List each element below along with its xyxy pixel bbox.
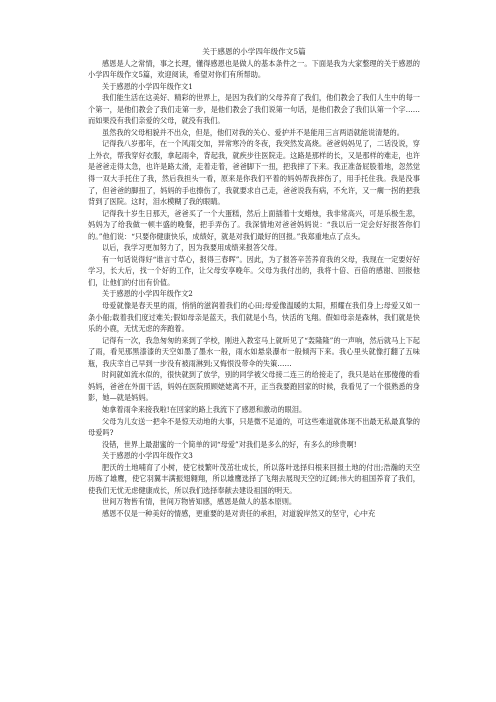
document-title: 关于感恩的小学四年级作文5篇 — [202, 47, 306, 56]
body-paragraph: 时间就如流水似的，很快就到了放学，别的同学被父母接二连三的给接走了，我只是站在那傻傻的看妈妈，爸爸在外面干活，妈妈在医院照顾姥姥离不开，正当我要跑回家的时候，我看见了一个很熟悉的身影，她—就是妈妈。 — [88, 370, 420, 403]
body-paragraph: 没错，世界上最甜蜜的一个简单的词“母爱”对我们是多么的好，有多么的珍贵啊! — [102, 439, 357, 449]
body-paragraph: 虽然我的父母相貌并不出众，但是，他们对我的关心、爱护并不是能用三言两语就能说清楚的。 — [102, 127, 404, 137]
body-paragraph: 感恩不仅是一种美好的情感，更重要的是对责任的承担，对道貌岸然又的坚守，心中充 — [102, 508, 376, 518]
body-paragraph: 有一句话说得好“谁言寸草心，报得三春晖”。因此，为了报答辛苦养育我的父母，我现在一定要好好学习，长大后，找一个好的工作，让父母安享晚年。父母为我付出的，我将十倍、百倍的感谢、回报他们，让他们的付出有价值。 — [88, 254, 420, 287]
section-heading-2: 关于感恩的小学四年级作文2 — [102, 289, 193, 299]
body-paragraph: 父母为儿女送一把伞不是惊天动地的大事，只是微不足道的，可这些难道就体现不出最无私最真挚的母爱吗? — [88, 416, 420, 438]
body-paragraph: 记得我十岁生日那天，爸爸买了一个大蛋糕，然后上面插着十支蜡烛，我非常高兴，可是乐极生悲，妈妈为了给我做一顿丰盛的晚餐，把手弄伤了。我深情地对爸爸妈妈说：“我以后一定会好好报答你们的。”他们说：“只要你健康快乐，成绩好，就是对我们最好的回报。”我郑重地点了点头。 — [88, 208, 420, 241]
body-paragraph: 母爱就像是春天里的雨，悄悄的滋润着我们的心田;母爱像温暖的太阳，照耀在我们身上;母爱又如一条小船;载着我们度过难关;假如母亲是蓝天，我们就是小鸟，快活的飞翔。假如母亲是森林，我们就是快乐的小鹿，无忧无虑的奔跑着。 — [88, 301, 420, 334]
section-heading-3: 关于感恩的小学四年级作文3 — [102, 451, 193, 461]
section-heading-1: 关于感恩的小学四年级作文1 — [102, 81, 193, 91]
body-paragraph: 世间万物皆有情，世间万物皆知感，感恩是做人的基本原则。 — [102, 497, 297, 507]
body-paragraph: 记得有一次，我急匆匆的来到了学校，刚进入教室马上就听见了“轰隆隆”的一声响，然后就马上下起了雨，看见那黑漆漆的天空如墨了墨水一般，雨水如悬泉瀑布一般倾泻下来。我心里头就像打翻了五味瓶，我庆幸自己早到一步没有被雨淋到;又悔恨没带伞的失策…… — [88, 335, 420, 368]
intro-paragraph: 感恩是人之常情，事之长理，懂得感恩也是做人的基本条件之一。下面是我为大家整理的关于感恩的小学四年级作文5篇，欢迎阅读，希望对你们有所帮助。 — [88, 58, 420, 80]
body-paragraph: 以后，我学习更加努力了，因为我要用成绩来报答父母。 — [102, 243, 282, 253]
body-paragraph: 记得我八岁那年，在一个风雨交加，异常寒冷的冬夜，我突然发高烧。爸爸妈妈见了，二话没说，穿上外衣，帮我穿好衣服，拿起雨伞，背起我，就疾步往医院走。这路是那样的长，又是那样的难走，也许是爸爸走得太急，也许是路太滑，走着走着，爸爸脚下一扭，把我摔了下来。我正准备屁股着地，忽然觉得一双大手托住了我，然后我担头一看，原来是你我们平着的妈妈帮我摔伤了，用手托住我。我是没事了，但爸爸的脚扭了，妈妈的手也擦伤了，我就要求自己走，爸爸说我有病，不允许，又一瘸一拐的把我背到了医院。这时，泪水模糊了我的眼睛。 — [88, 139, 420, 207]
body-paragraph: 她拿着雨伞来接我啦!在回家的路上我流下了感恩和激动的眼泪。 — [102, 404, 307, 414]
body-paragraph: 我们能生活在这美好、精彩的世界上，是因为我们的父母养育了我们，他们教会了我们人生中的每一个第一，是他们教会了我们走第一步，是他们教会了我们说第一句话，是他们教会了我们认第一个字……而如果没有我们亲爱的父母，就没有我们。 — [88, 93, 420, 126]
body-paragraph: 肥沃的土地哺育了小树，使它枝繁叶茂茁壮成长，所以落叶选择归根来回报土地的付出;浩瀚的天空历练了雄鹰，使它羽翼丰满振翅翱翔，所以雄鹰选择了飞翔去展现天空的辽阔;伟大的祖国养育了我们，使我们无忧无虑健康成长，所以我们选择奉献去建设祖国的明天。 — [88, 462, 420, 495]
document-page — [88, 46, 420, 519]
